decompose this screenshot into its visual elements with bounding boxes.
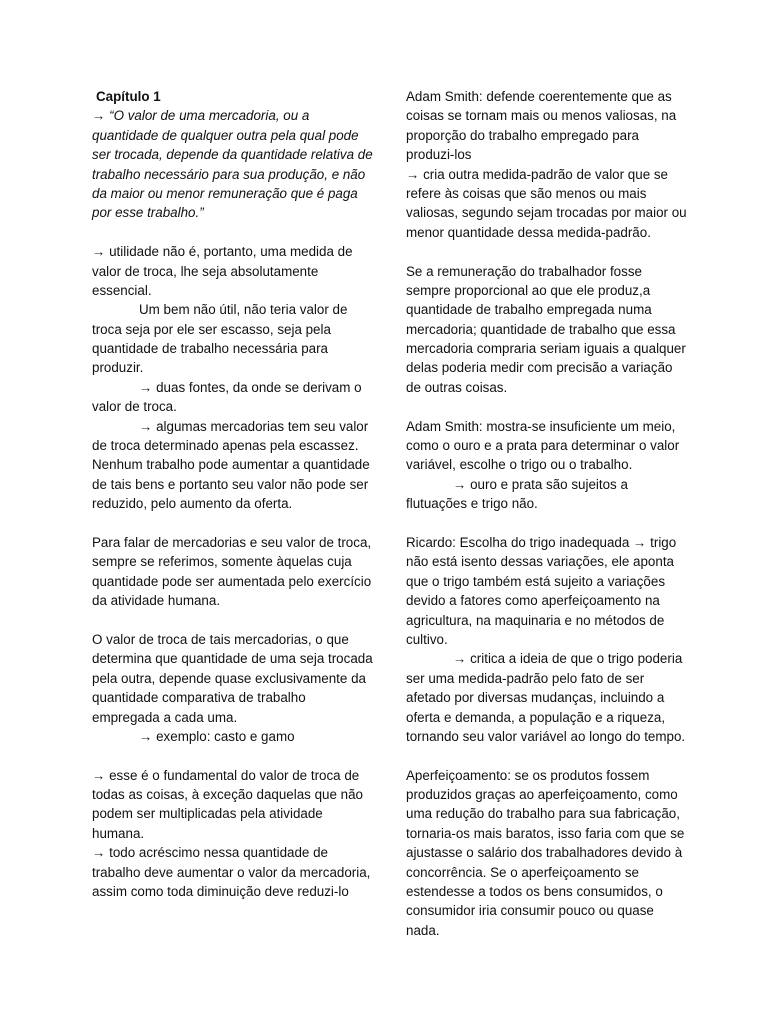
paragraph-gap xyxy=(92,223,367,242)
text-line: → todo acréscimo nessa quantidade de xyxy=(92,845,328,861)
text-line: O valor de troca de tais mercadorias, o que xyxy=(92,631,349,647)
text-line: mercadoria; quantidade de trabalho que essa xyxy=(406,321,676,337)
text-line: quantidade de trabalho necessária para xyxy=(92,341,328,357)
text-line: reduzido, pelo aumento da oferta. xyxy=(92,496,293,512)
text-line: por esse trabalho.” xyxy=(92,205,204,221)
text-line: refere às coisas que são menos ou mais xyxy=(406,185,647,201)
text-line: da maior ou menor remuneração que é paga xyxy=(92,185,358,201)
text-line: proporção do trabalho empregado para xyxy=(406,127,640,143)
text-line: → utilidade não é, portanto, uma medida de xyxy=(92,244,353,260)
text-line: tornando seu valor variável ao longo do tempo. xyxy=(406,728,686,744)
text-line: valor de troca. xyxy=(92,399,177,415)
text-line: estendesse a todos os bens consumidos, o xyxy=(406,884,663,900)
paragraph-gap xyxy=(406,397,681,416)
text-line: Aperfeiçoamento: se os produtos fossem xyxy=(406,767,650,783)
text-line: produzidos graças ao aperfeiçoamento, como xyxy=(406,787,678,803)
paragraph-gap xyxy=(92,611,367,630)
text-line: consumidor iria consumir pouco ou quase xyxy=(406,903,654,919)
text-line: Para falar de mercadorias e seu valor de troca, xyxy=(92,534,372,550)
text-line: da atividade humana. xyxy=(92,593,221,609)
paragraph-utility xyxy=(92,242,370,513)
text-line: todas as coisas, à exceção daquelas que não xyxy=(92,787,363,803)
text-line: → esse é o fundamental do valor de troca de xyxy=(92,767,360,783)
text-line: Adam Smith: mostra-se insuficiente um meio, xyxy=(406,418,676,434)
text-line: quantidade pode ser aumentada pelo exercício xyxy=(92,573,372,589)
text-line: como o ouro e a prata para determinar o valor xyxy=(406,438,680,454)
text-line: valor de troca, lhe seja absolutamente xyxy=(92,263,319,279)
paragraph-improvement xyxy=(406,766,685,941)
text-line: Um bem não útil, não teria valor de xyxy=(139,302,348,318)
text-line: quantidade comparativa de trabalho xyxy=(92,690,306,706)
paragraph-adam-smith-2 xyxy=(406,417,681,514)
text-line: de outras coisas. xyxy=(406,379,508,395)
text-line: tornaria-os mais baratos, isso faria com que se xyxy=(406,825,685,841)
paragraph-ricardo xyxy=(406,533,686,746)
text-line: valiosas, segundo sejam trocadas por maior ou xyxy=(406,205,687,221)
paragraph-remuneration xyxy=(406,262,686,398)
paragraph-gap xyxy=(406,514,681,533)
text-line: não está isento dessas variações, ele aponta xyxy=(406,554,674,570)
text-line: ajustasse o salário dos trabalhadores devido à xyxy=(406,845,683,861)
text-line: ser uma medida-padrão pelo fato de ser xyxy=(406,670,645,686)
chapter-heading: Capítulo 1 xyxy=(96,89,161,104)
text-line: sempre proporcional ao que ele produz,a xyxy=(406,282,651,298)
text-line: → cria outra medida-padrão de valor que se xyxy=(406,166,669,182)
text-line: → critica a ideia de que o trigo poderia xyxy=(453,651,683,667)
text-line: podem ser multiplicadas pela atividade xyxy=(92,806,323,822)
text-line: delas poderia medir com precisão a variação xyxy=(406,360,673,376)
paragraph-gap xyxy=(406,746,681,765)
text-line: devido a fatores como aperfeiçoamento na xyxy=(406,593,660,609)
text-line: troca seja por ele ser escasso, seja pela xyxy=(92,321,331,337)
text-line: nada. xyxy=(406,922,440,938)
text-line: → “O valor de uma mercadoria, ou a xyxy=(92,108,310,124)
text-line: trabalho necessário para sua produção, e não xyxy=(92,166,366,182)
text-line: flutuações e trigo não. xyxy=(406,496,538,512)
text-line: oferta e demanda, a população e a riqueza, xyxy=(406,709,666,725)
paragraph-gap xyxy=(406,242,681,261)
text-line: → algumas mercadorias tem seu valor xyxy=(139,418,369,434)
paragraph-exchange-value xyxy=(92,630,373,746)
text-line: afetado por diversas mudanças, incluindo a xyxy=(406,690,665,706)
right-column xyxy=(406,87,687,940)
text-line: agricultura, na maquinaria e no métodos de xyxy=(406,612,665,628)
text-line: que o trigo também está sujeito a variações xyxy=(406,573,666,589)
text-line: essencial. xyxy=(92,282,152,298)
text-line: uma redução do trabalho para sua fabricação, xyxy=(406,806,680,822)
text-line: Nenhum trabalho pode aumentar a quantidade xyxy=(92,457,370,473)
text-line: variável, escolhe o trigo ou o trabalho. xyxy=(406,457,633,473)
paragraph-fundamental xyxy=(92,766,371,902)
text-line: de troca determinado apenas pela escassez. xyxy=(92,438,359,454)
text-line: → duas fontes, da onde se derivam o xyxy=(139,379,362,395)
text-line: → ouro e prata são sujeitos a xyxy=(453,476,628,492)
text-line: Ricardo: Escolha do trigo inadequada → trigo xyxy=(406,534,677,550)
text-line: cultivo. xyxy=(406,631,448,647)
text-line: coisas se tornam mais ou menos valiosas, na xyxy=(406,108,677,124)
opening-quote xyxy=(92,106,373,222)
text-line: determina que quantidade de uma seja trocada xyxy=(92,651,373,667)
text-line: empregada a cada uma. xyxy=(92,709,238,725)
text-line: ser trocada, depende da quantidade relativa de xyxy=(92,147,373,163)
paragraph-gap xyxy=(92,746,367,765)
text-line: Se a remuneração do trabalhador fosse xyxy=(406,263,642,279)
text-line: de tais bens e portanto seu valor não pode ser xyxy=(92,476,369,492)
text-line: humana. xyxy=(92,825,145,841)
text-line: produzir. xyxy=(92,360,144,376)
text-line: quantidade de qualquer outra pela qual pode xyxy=(92,127,359,143)
text-line: trabalho deve aumentar o valor da mercadoria, xyxy=(92,864,371,880)
text-line: concorrência. Se o aperfeiçoamento se xyxy=(406,864,639,880)
text-line: produzi-los xyxy=(406,147,472,163)
text-line: assim como toda diminuição deve reduzi-lo xyxy=(92,884,349,900)
paragraph-adam-smith-1 xyxy=(406,87,687,242)
paragraph-commodities xyxy=(92,533,372,611)
text-line: quantidade de trabalho empregada numa xyxy=(406,302,652,318)
text-line: sempre se referimos, somente àquelas cuja xyxy=(92,554,352,570)
paragraph-gap xyxy=(92,514,367,533)
left-column xyxy=(92,87,373,901)
text-line: Adam Smith: defende coerentemente que as xyxy=(406,89,672,104)
text-line: → exemplo: casto e gamo xyxy=(139,728,295,744)
text-line: menor quantidade dessa medida-padrão. xyxy=(406,224,651,240)
text-line: mercadoria compraria seriam iguais a qualquer xyxy=(406,341,686,357)
text-line: pela outra, depende quase exclusivamente da xyxy=(92,670,366,686)
